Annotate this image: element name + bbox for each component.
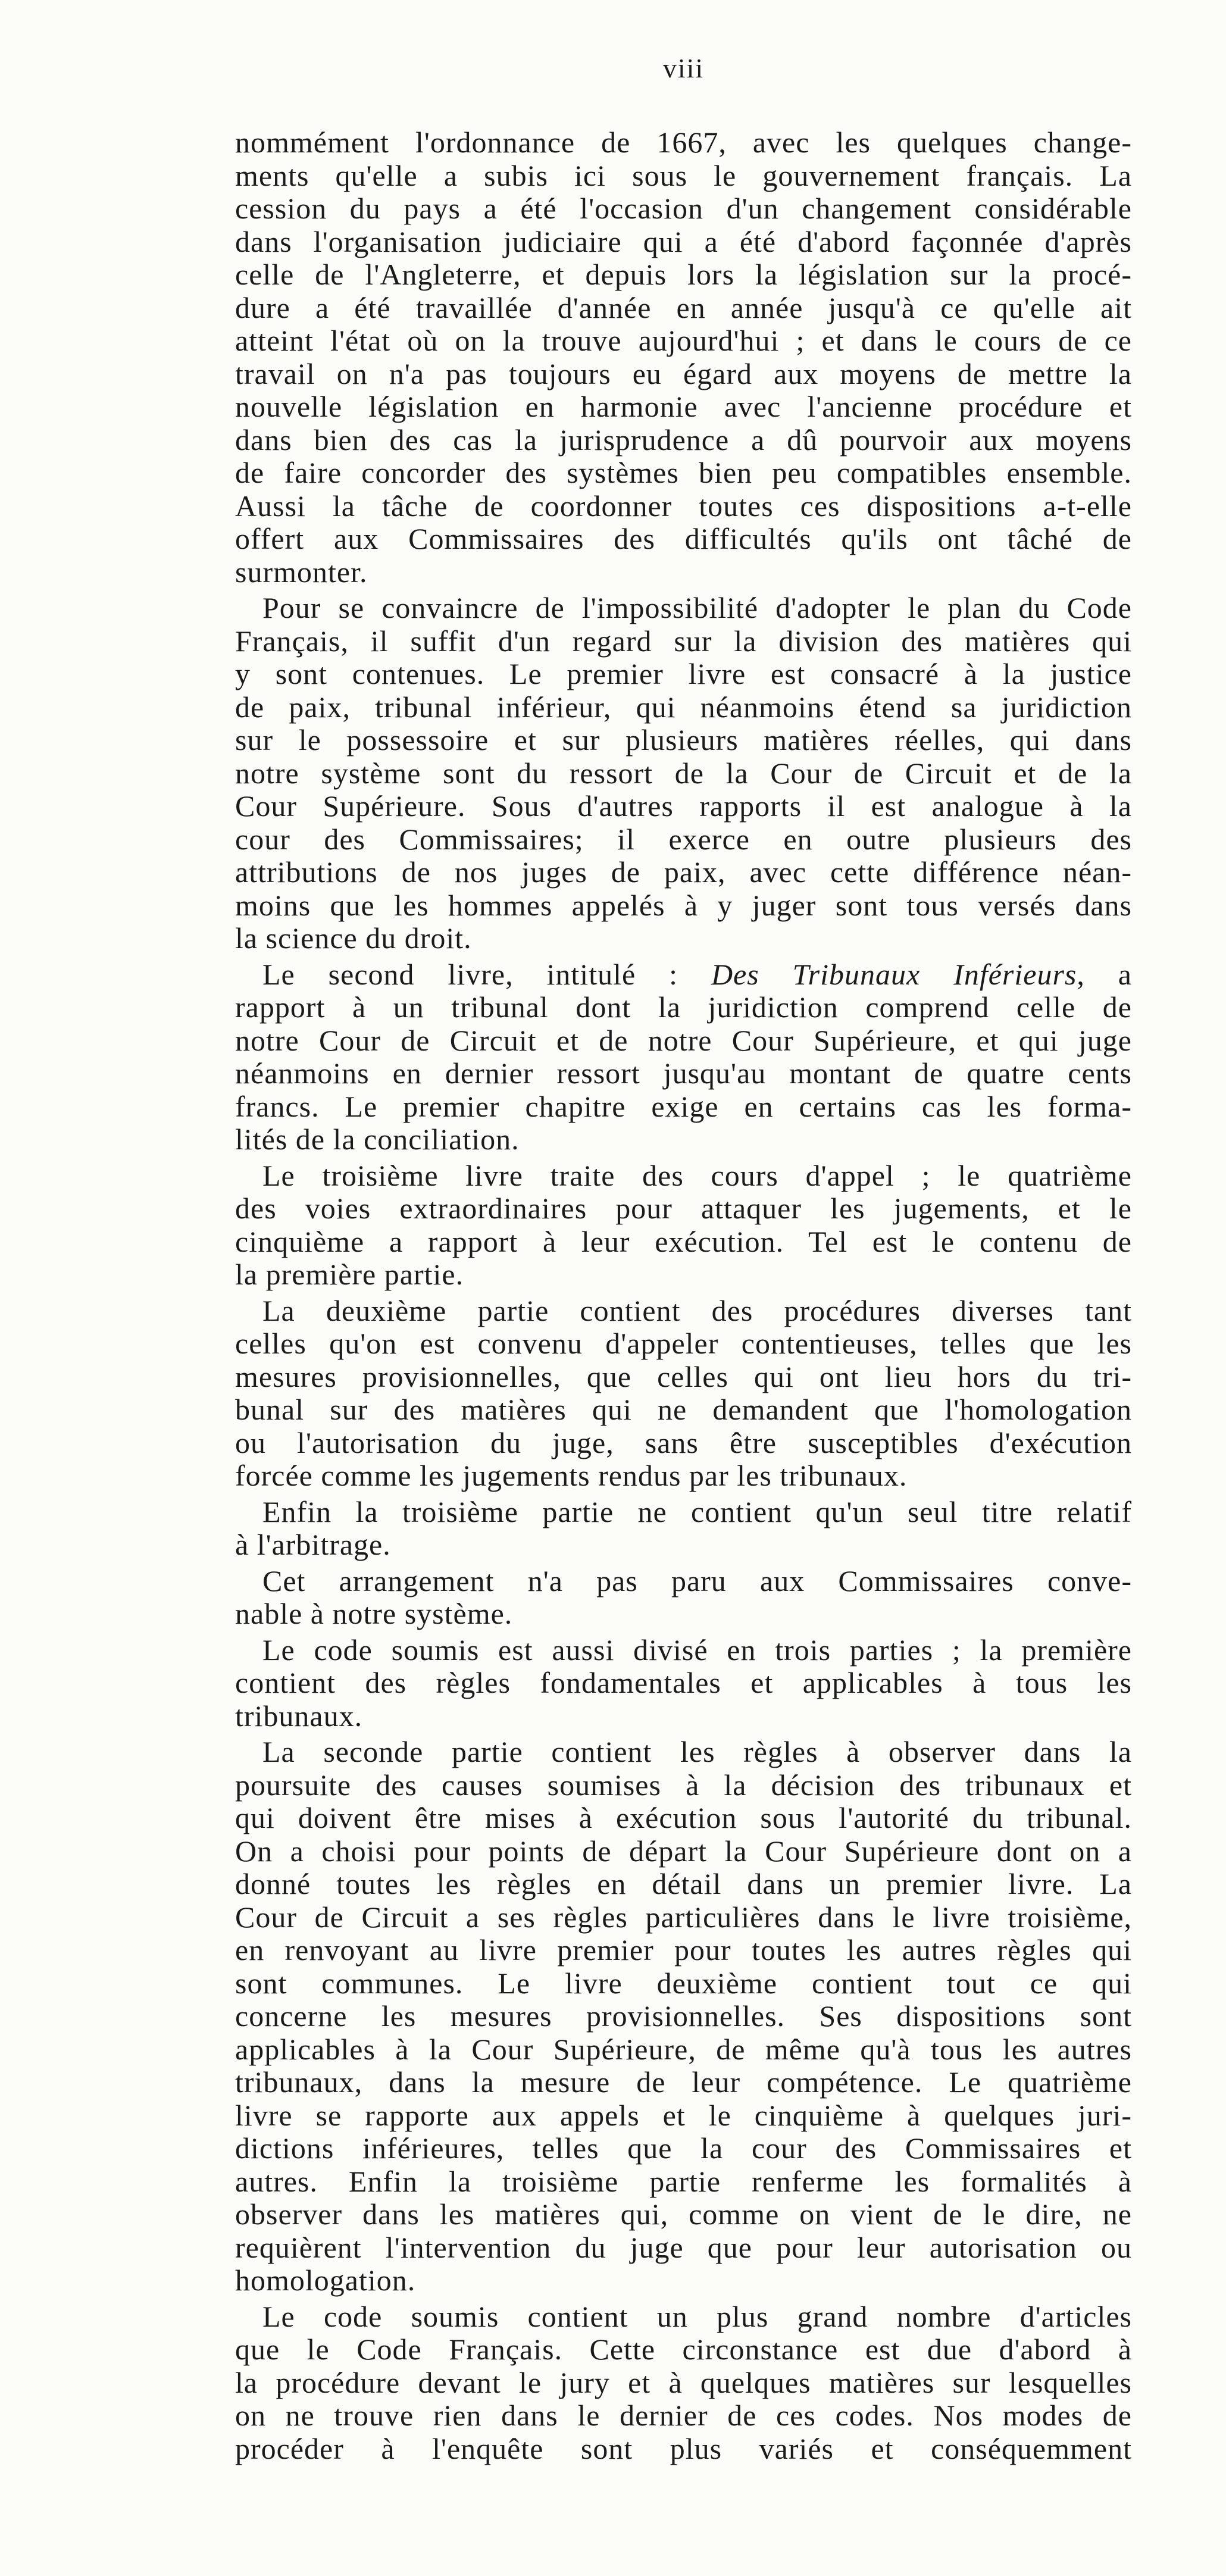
italic-title-text: Des Tribunaux Inférieurs	[711, 957, 1077, 991]
paragraph	[235, 1634, 1132, 1733]
text-line: La deuxième partie contient des procédures diverses tant	[262, 1293, 1132, 1327]
text-line: y sont contenues. Le premier livre est consacré à la justice	[235, 657, 1132, 690]
text-line: que le Code Français. Cette circonstance est due d'abord à	[235, 2333, 1132, 2366]
paragraph	[235, 958, 1132, 1156]
text-line: bunal sur des matières qui ne demandent que l'homologation	[235, 1393, 1132, 1426]
text-line: nommément l'ordonnance de 1667, avec les quelques change-	[235, 126, 1132, 159]
text-line: sur le possessoire et sur plusieurs matières réelles, qui dans	[235, 723, 1132, 756]
text-segment: Le second livre, intitulé :	[262, 957, 711, 991]
text-line: autres. Enfin la troisième partie renferme les formalités à	[235, 2164, 1132, 2198]
text-line: la première partie.	[235, 1258, 464, 1291]
text-segment: , a	[1077, 957, 1132, 991]
text-line: cour des Commissaires; il exerce en outre plusieurs des	[235, 822, 1132, 856]
text-line: Cour Supérieure. Sous d'autres rapports il est analogue à la	[235, 789, 1132, 823]
text-line: francs. Le premier chapitre exige en certains cas les forma-	[235, 1089, 1132, 1123]
page-body	[235, 126, 1132, 2465]
paragraph	[235, 1565, 1132, 1631]
text-line: tribunaux.	[235, 1699, 363, 1733]
text-line: néanmoins en dernier ressort jusqu'au montant de quatre cents	[235, 1056, 1132, 1090]
text-line: à l'arbitrage.	[235, 1528, 391, 1561]
text-line: livre se rapporte aux appels et le cinquième à quelques juri-	[235, 2098, 1132, 2132]
text-line: applicables à la Cour Supérieure, de même qu'à tous les autres	[235, 2032, 1132, 2066]
text-line: moins que les hommes appelés à y juger sont tous versés dans	[235, 888, 1132, 922]
text-line: ou l'autorisation du juge, sans être susceptibles d'exécution	[235, 1425, 1132, 1459]
text-line: Le code soumis est aussi divisé en trois parties ; la première	[262, 1633, 1132, 1667]
text-line: Pour se convaincre de l'impossibilité d'adopter le plan du Code	[262, 591, 1132, 624]
text-line: attributions de nos juges de paix, avec cette différence néan-	[235, 855, 1132, 889]
text-line: ments qu'elle a subis ici sous le gouvernement français. La	[235, 158, 1132, 192]
text-line: la science du droit.	[235, 921, 472, 955]
paragraph	[235, 2300, 1132, 2466]
text-line: Le code soumis contient un plus grand nombre d'articles	[262, 2299, 1132, 2333]
paragraph	[235, 1159, 1132, 1292]
text-line: homologation.	[235, 2264, 416, 2297]
page-number: viii	[662, 53, 705, 83]
text-line: cinquième a rapport à leur exécution. Tel est le contenu de	[235, 1224, 1132, 1258]
paragraph	[235, 1736, 1132, 2297]
text-line	[235, 958, 1132, 992]
text-line: dure a été travaillée d'année en année jusqu'à ce qu'elle ait	[235, 290, 1132, 324]
text-line: Enfin la troisième partie ne contient qu'un seul titre relatif	[262, 1495, 1132, 1528]
text-line: des voies extraordinaires pour attaquer les jugements, et le	[235, 1192, 1132, 1225]
text-line: concerne les mesures provisionnelles. Ses dispositions sont	[235, 1999, 1132, 2033]
text-line: On a choisi pour points de départ la Cour Supérieure dont on a	[235, 1834, 1132, 1868]
text-line: travail on n'a pas toujours eu égard aux moyens de mettre la	[235, 357, 1132, 390]
text-line: Cour de Circuit a ses règles particulières dans le livre troisième,	[235, 1900, 1132, 1934]
text-line: de paix, tribunal inférieur, qui néanmoins étend sa juridiction	[235, 690, 1132, 724]
text-line: offert aux Commissaires des difficultés qu'ils ont tâché de	[235, 522, 1132, 555]
text-line: la procédure devant le jury et à quelques matières sur lesquelles	[235, 2365, 1132, 2399]
text-line: cession du pays a été l'occasion d'un changement considérable	[235, 192, 1132, 225]
text-line: observer dans les matières qui, comme on vient de le dire, ne	[235, 2197, 1132, 2231]
text-line: dans bien des cas la jurisprudence a dû pourvoir aux moyens	[235, 423, 1132, 457]
paragraph	[235, 1295, 1132, 1493]
text-line: lités de la conciliation.	[235, 1123, 520, 1156]
text-line: atteint l'état où on la trouve aujourd'hui ; et dans le cours de ce	[235, 324, 1132, 357]
text-line: Cet arrangement n'a pas paru aux Commissaires conve-	[262, 1564, 1132, 1598]
text-line: Français, il suffit d'un regard sur la division des matières qui	[235, 624, 1132, 658]
text-line: tribunaux, dans la mesure de leur compétence. Le quatrième	[235, 2065, 1132, 2099]
text-line: Le troisième livre traite des cours d'appel ; le quatrième	[262, 1158, 1132, 1192]
text-line: procéder à l'enquête sont plus variés et conséquemment	[235, 2431, 1132, 2465]
text-line: qui doivent être mises à exécution sous l'autorité du tribunal.	[235, 1801, 1132, 1834]
text-line: notre Cour de Circuit et de notre Cour Supérieure, et qui juge	[235, 1023, 1132, 1057]
text-line: celle de l'Angleterre, et depuis lors la législation sur la procé-	[235, 258, 1132, 291]
text-line: rapport à un tribunal dont la juridiction comprend celle de	[235, 990, 1132, 1024]
text-line: on ne trouve rien dans le dernier de ces codes. Nos modes de	[235, 2399, 1132, 2432]
text-line: notre système sont du ressort de la Cour de Circuit et de la	[235, 756, 1132, 790]
text-line: mesures provisionnelles, que celles qui ont lieu hors du tri-	[235, 1359, 1132, 1393]
paragraph	[235, 1496, 1132, 1562]
text-line: surmonter.	[235, 555, 368, 589]
text-line: forcée comme les jugements rendus par les tribunaux.	[235, 1459, 908, 1492]
text-line: requièrent l'intervention du juge que pour leur autorisation ou	[235, 2230, 1132, 2264]
text-line: poursuite des causes soumises à la décision des tribunaux et	[235, 1768, 1132, 1802]
text-line: nable à notre système.	[235, 1597, 513, 1630]
text-line: dans l'organisation judiciaire qui a été d'abord façonnée d'après	[235, 224, 1132, 258]
text-line: donné toutes les règles en détail dans un premier livre. La	[235, 1867, 1132, 1900]
text-line: contient des règles fondamentales et applicables à tous les	[235, 1666, 1132, 1699]
text-line: de faire concorder des systèmes bien peu compatibles ensemble.	[235, 456, 1132, 489]
text-line: Aussi la tâche de coordonner toutes ces dispositions a-t-elle	[235, 489, 1132, 523]
text-line: nouvelle législation en harmonie avec l'ancienne procédure et	[235, 390, 1132, 423]
paragraph	[235, 126, 1132, 589]
text-line: celles qu'on est convenu d'appeler contentieuses, telles que les	[235, 1327, 1132, 1360]
paragraph	[235, 592, 1132, 955]
text-line: La seconde partie contient les règles à observer dans la	[262, 1735, 1132, 1768]
text-line: en renvoyant au livre premier pour toutes les autres règles qui	[235, 1933, 1132, 1967]
text-line: dictions inférieures, telles que la cour des Commissaires et	[235, 2131, 1132, 2165]
text-line: sont communes. Le livre deuxième contient tout ce qui	[235, 1966, 1132, 2000]
